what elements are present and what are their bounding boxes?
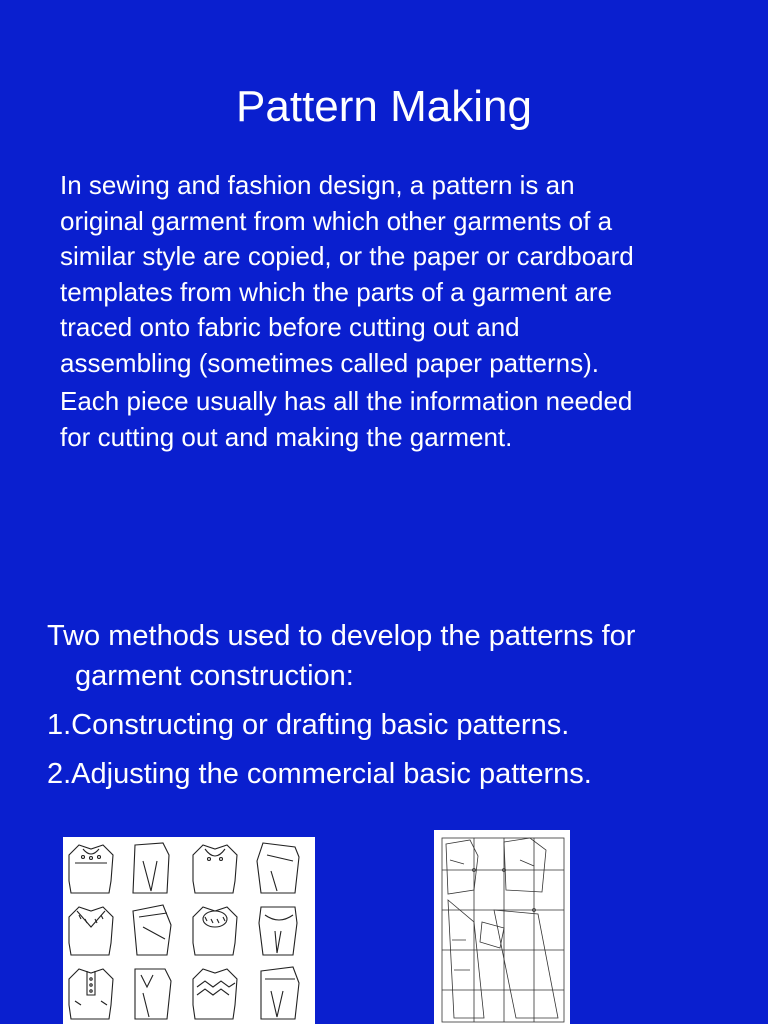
method-item-1: 1.Constructing or drafting basic patterns. [47, 709, 570, 741]
pattern-piece-sketch [133, 905, 171, 955]
bodice-pattern-sketches-image [63, 837, 315, 1024]
pattern-piece-sketch [259, 907, 297, 955]
methods-section [47, 616, 747, 794]
intro-paragraph-2: Each piece usually has all the information needed for cutting out and making the garment. [60, 386, 633, 452]
method-item-2: 2.Adjusting the commercial basic patterns. [47, 758, 592, 790]
pattern-piece-sketch [133, 843, 169, 893]
bodice-sketch [193, 907, 237, 955]
bodice-sketches-illustration [63, 837, 315, 1024]
pattern-piece-sketch [135, 969, 171, 1019]
slide-title: Pattern Making [236, 82, 532, 131]
pattern-draft-illustration [434, 830, 570, 1024]
bodice-sketch [193, 969, 237, 1019]
pattern-piece-sketch [261, 967, 299, 1019]
methods-lead: Two methods used to develop the patterns for garment construction: [47, 620, 636, 692]
intro-text [60, 168, 750, 455]
bodice-sketch [69, 845, 113, 893]
bodice-sketch [193, 845, 237, 893]
pattern-draft-diagram-image [434, 830, 570, 1024]
bodice-sketch [69, 969, 113, 1019]
intro-paragraph-1: In sewing and fashion design, a pattern is an original garment from which other garments of a similar style are copied, or the paper or cardboard templates from which the parts of a garment are traced onto fabric before cutting out and assembling (sometimes called paper patterns). [60, 170, 634, 378]
pattern-piece-sketch [257, 843, 299, 893]
methods-list [47, 705, 747, 794]
bodice-sketch [69, 907, 113, 955]
